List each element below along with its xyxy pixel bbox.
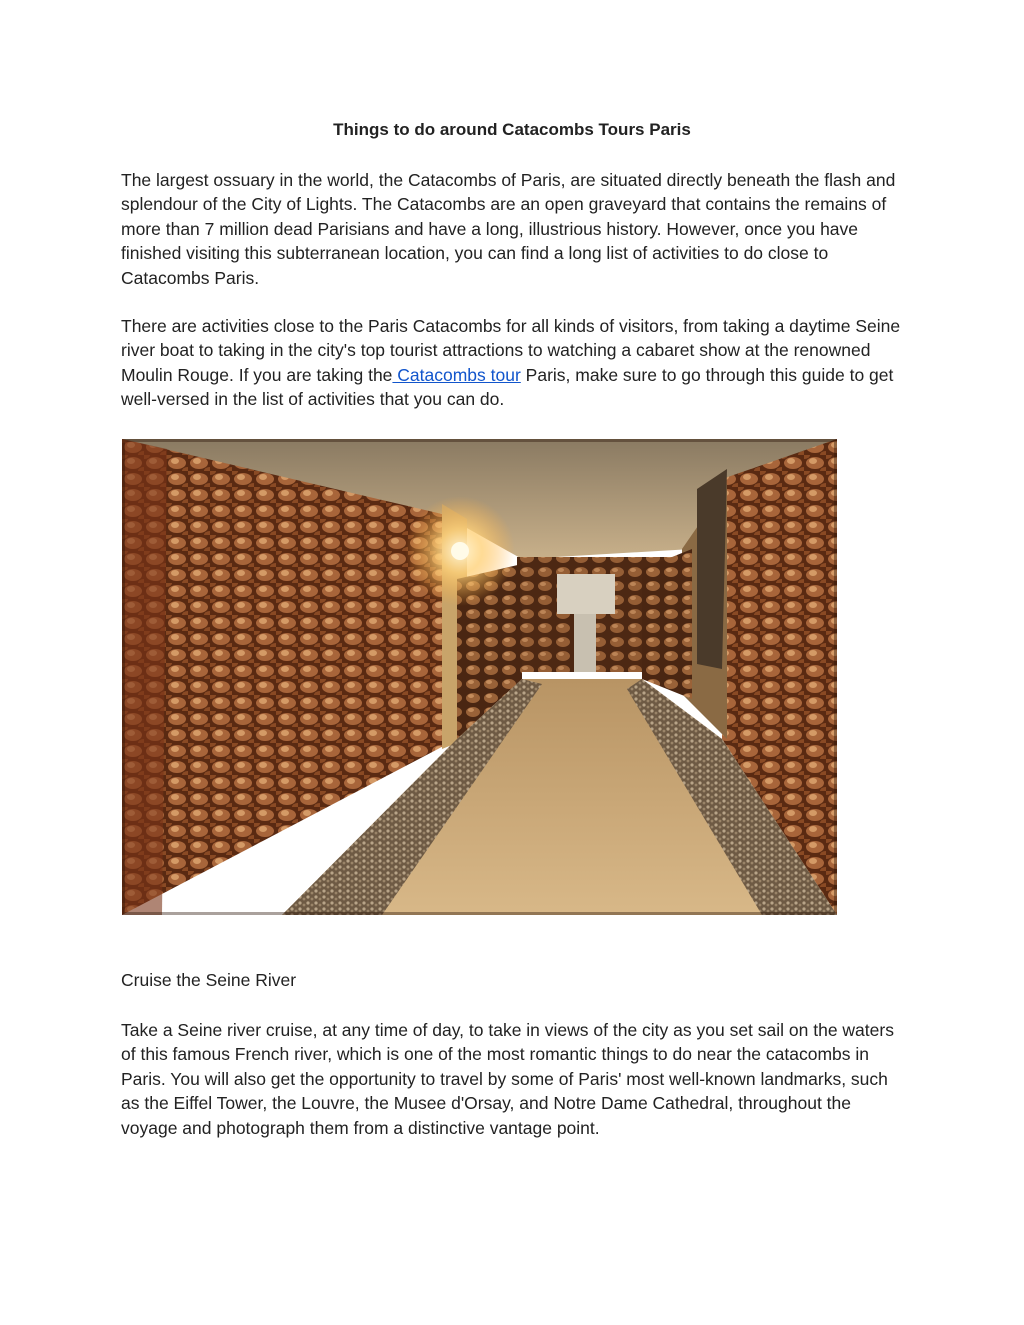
activities-paragraph (121, 314, 911, 412)
activities-text-after-link: Paris, make sure to go through this guide to get well-versed in the list of activities that you can do. (121, 364, 894, 410)
page-title: Things to do around Catacombs Tours Paris (333, 120, 691, 139)
catacombs-tunnel-photo (122, 439, 837, 915)
cruise-paragraph: Take a Seine river cruise, at any time of day, to take in views of the city as you set sail on the waters of this famous French river, which is one of the most romantic things to do near the catacombs in Paris. You will also get the opportunity to travel by some of Paris' most well-known landmarks, such as the Eiffel Tower, the Louvre, the Musee d'Orsay, and Notre Dame Cathedral, throughout the voyage and photograph them from a distinctive vantage point. (121, 1020, 894, 1138)
section-heading-cruise: Cruise the Seine River (121, 970, 297, 990)
intro-paragraph: The largest ossuary in the world, the Catacombs of Paris, are situated directly beneath the flash and splendour of the City of Lights. The Catacombs are an open graveyard that contains the remains of more than 7 million dead Parisians and have a long, illustrious history. However, once you have finished visiting this subterranean location, you can find a long list of activities to do close to Catacombs Paris. (121, 170, 896, 288)
activities-text-before-link: There are activities close to the Paris Catacombs for all kinds of visitors, from taking a daytime Seine river boat to taking in the city's top tourist attractions to watching a cabaret show at the renowned Moulin Rouge. If you are taking the (121, 316, 901, 385)
catacombs-tour-link[interactable]: Catacombs tour (392, 364, 521, 385)
